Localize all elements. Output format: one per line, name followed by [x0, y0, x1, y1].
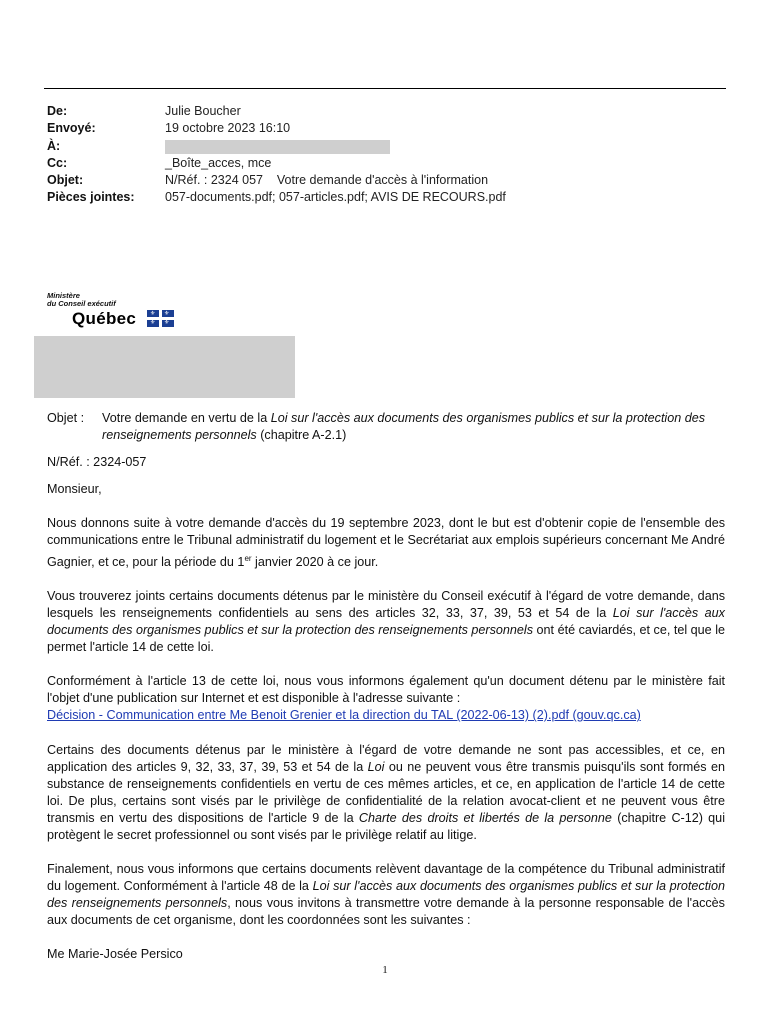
address-redaction — [34, 336, 295, 398]
to-row — [47, 138, 506, 155]
to-label: À: — [47, 138, 61, 153]
letter-subject — [47, 410, 725, 444]
subject-value: N/Réf. : 2324 057 Votre demande d'accès à l'information — [165, 173, 489, 188]
cc-row — [47, 155, 506, 172]
letter-subject-text: Votre demande en vertu de la Loi sur l'accès aux documents des organismes publics et sur la protection des renseignements personnels (chapitre A-2.1) — [102, 411, 706, 443]
from-row — [47, 103, 506, 120]
from-label: De: — [47, 104, 68, 118]
letter-reference: N/Réf. : 2324-057 — [47, 455, 147, 470]
from-value: Julie Boucher — [165, 104, 241, 118]
logo-ministry-line1: Ministère — [47, 291, 80, 300]
paragraph-4: Certains des documents détenus par le ministère à l'égard de votre demande ne sont pas accessibles, et ce, en application des articles 9, 32, 33, 37, 39, 53 et 54 de la Loi ou ne peuvent vous être transmis puisqu'ils sont formés en substance de renseignements confidentiels en vertu de ces mêmes articles, et ce, en application de l'article 14 de cette loi. De plus, certains sont visés par le privilège de confidentialité de la relation avocat-client et ne peuvent vous être transmis en vertu des dispositions de l'article 9 de la Charte des droits et libertés de la personne (chapitre C-12) qui protègent le secret professionnel ou sont visés par le privilège relatif au litige. — [47, 742, 725, 842]
letter-subject-label: Objet : — [47, 411, 85, 425]
salutation: Monsieur, — [47, 482, 102, 497]
sent-label: Envoyé: — [47, 121, 96, 136]
subject-label: Objet: — [47, 173, 84, 188]
quebec-flag-icon: ⚜ ⚜ ⚜ ⚜ — [147, 310, 174, 327]
page-number: 1 — [382, 964, 388, 976]
paragraph-1: Nous donnons suite à votre demande d'accès du 19 septembre 2023, dont le but est d'obtenir copie de l'ensemble des communications entre le Tribunal administratif du logement et le Secrétariat aux emplois supérieurs concernant Me André Gagnier, et ce, pour la période du 1er janvier 2020 à ce jour. — [47, 516, 725, 569]
logo-quebec-wordmark: Québec — [72, 309, 137, 328]
header-divider — [44, 88, 726, 89]
letter-body — [47, 410, 725, 964]
cc-value: _Boîte_acces, mce — [165, 155, 272, 170]
attachments-row — [47, 189, 506, 206]
contact-name: Me Marie-Josée Persico — [47, 947, 183, 962]
attachments-value[interactable]: 057-documents.pdf; 057-articles.pdf; AVIS DE RECOURS.pdf — [165, 190, 506, 205]
email-header — [47, 103, 506, 207]
sent-value: 19 octobre 2023 16:10 — [165, 121, 291, 136]
cc-label: Cc: — [47, 155, 68, 170]
quebec-logo — [47, 291, 170, 328]
sent-row — [47, 120, 506, 137]
decision-link[interactable]: Décision - Communication entre Me Benoit Grenier et la direction du TAL (2022-06-13) (2).pdf (gouv.qc.ca) — [47, 708, 641, 723]
paragraph-3: Conformément à l'article 13 de cette loi, nous vous informons également qu'un document détenu par le ministère fait l'objet d'une publication sur Internet et est disponible à l'adresse suivante : Décision - Communication entre Me Benoit Grenier et la direction du TAL (2022-06-13) (2).pdf (gouv.qc.ca) — [47, 674, 725, 723]
to-redaction — [165, 140, 390, 154]
paragraph-5: Finalement, nous vous informons que certains documents relèvent davantage de la compétence du Tribunal administratif du logement. Conformément à l'article 48 de la Loi sur l'accès aux documents des organismes publics et sur la protection des renseignements personnels, nous vous invitons à transmettre votre demande à la personne responsable de l'accès aux documents de cet organisme, dont les coordonnées sont les suivantes : — [47, 862, 725, 928]
paragraph-2: Vous trouverez joints certains documents détenus par le ministère du Conseil exécutif à l'égard de votre demande, dans lesquels les renseignements confidentiels au sens des articles 32, 33, 37, 39, 53 et 54 de la Loi sur l'accès aux documents des organismes publics et sur la protection des renseignements personnels ont été caviardés, et ce, tel que le permet l'article 14 de cette loi. — [47, 588, 726, 655]
logo-ministry-line2: du Conseil exécutif — [47, 299, 116, 308]
attachments-label: Pièces jointes: — [47, 190, 135, 205]
subject-row — [47, 172, 506, 189]
